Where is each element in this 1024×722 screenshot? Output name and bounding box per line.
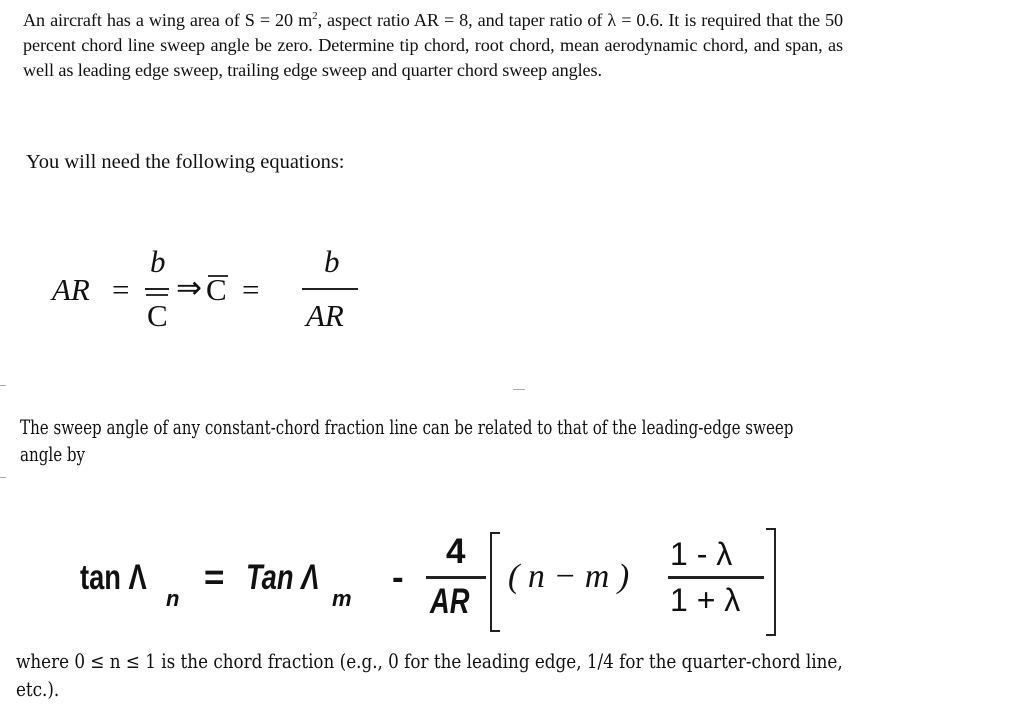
eq1-fraction-line-2: [302, 288, 358, 290]
eq2-minus: -: [392, 558, 404, 597]
divider-mark: [0, 385, 6, 386]
eq1-numerator-b: b: [150, 244, 166, 279]
sweep-description-line1: The sweep angle of any constant-chord fraction line can be related to that of the leading-edge sweep: [20, 416, 794, 439]
divider-mark: [0, 477, 6, 478]
sweep-description-line2: angle by: [20, 443, 86, 466]
problem-text-start: An aircraft has a wing area of S = 20 m: [23, 10, 313, 30]
eq2-frac-denominator: AR: [430, 582, 470, 621]
eq1-lhs: AR: [52, 272, 90, 307]
eq2-lhs-subscript: n: [166, 586, 180, 611]
eq2-rhs-subscript: m: [332, 586, 352, 611]
eq1-cbar: C: [206, 272, 227, 307]
divider-mark: [513, 389, 525, 390]
problem-text-rest: , aspect ratio AR = 8, and taper ratio of λ = 0.6. It is required that the 50 percent chord line sweep angle be zero. Determine tip chord, root chord, mean aerodynamic chord, and span, as well as leading edge sweep, trailing edge sweep and quarter chord sweep angles.: [23, 10, 843, 80]
eq1-equals-2: =: [242, 272, 260, 307]
eq1-equals: =: [112, 272, 130, 307]
superscript-squared: 2: [312, 10, 318, 22]
eq2-rhs: Tan Λ: [246, 558, 320, 597]
implies-arrow: ⇒: [176, 270, 202, 305]
right-bracket: [766, 528, 776, 636]
c-bar-overline: [146, 294, 168, 296]
problem-statement: [23, 8, 843, 83]
equations-intro: You will need the following equations:: [26, 151, 345, 173]
eq2-fraction-line: [426, 576, 486, 579]
chord-fraction-note-line2: etc.).: [16, 678, 60, 701]
eq1-denominator-c: C: [147, 298, 168, 333]
eq2-inner-denominator: 1 + λ: [670, 582, 741, 618]
sweep-description: [20, 414, 1009, 468]
left-bracket: [490, 532, 500, 632]
eq1-fraction-line: [145, 288, 169, 290]
eq1-denominator-ar: AR: [306, 298, 344, 333]
eq2-inner-numerator: 1 - λ: [670, 536, 733, 572]
eq2-inner-fraction-line: [668, 576, 764, 579]
eq2-frac-numerator: 4: [446, 532, 466, 571]
chord-fraction-note-line1: where 0 ≤ n ≤ 1 is the chord fraction (e.g., 0 for the leading edge, 1/4 for the quarter-chord line,: [16, 650, 843, 673]
eq2-lhs: tan Λ: [80, 558, 147, 597]
eq1-numerator-b-2: b: [324, 244, 340, 279]
eq2-equals: =: [204, 558, 225, 597]
eq2-paren-term: ( n − m ): [508, 558, 630, 595]
chord-fraction-note: [16, 648, 1005, 704]
